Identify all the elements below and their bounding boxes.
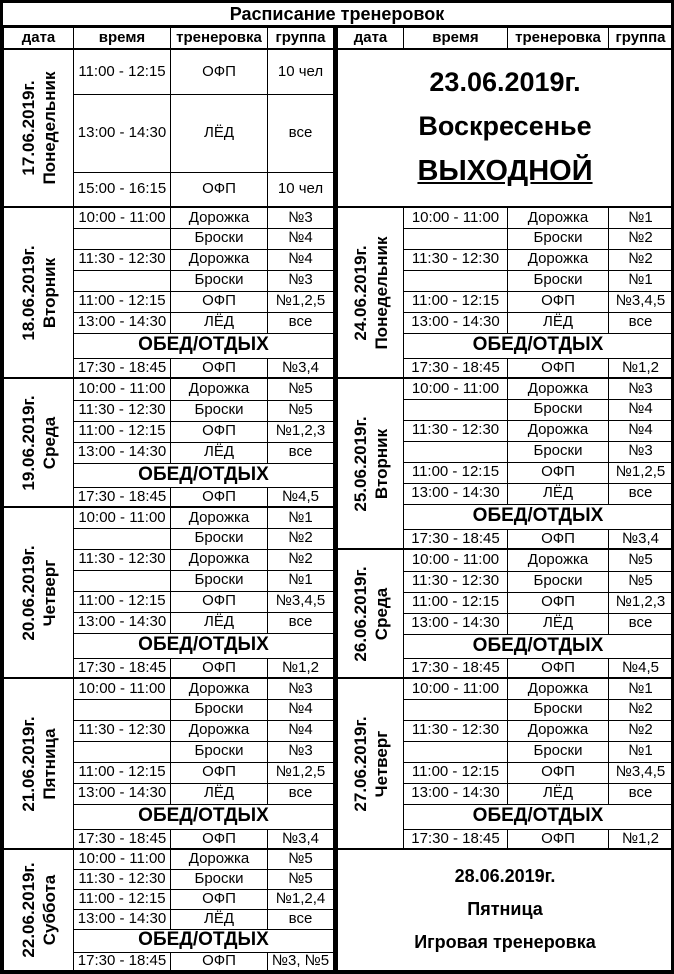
group-cell: №5 [268,869,334,889]
time-cell: 15:00 - 16:15 [74,172,171,207]
group-cell: 10 чел [268,172,334,207]
training-cell: ОФП [171,889,268,909]
training-cell: ОФП [171,172,268,207]
note-line: 28.06.2019г. [454,866,556,887]
time-cell: 17:30 - 18:45 [404,829,508,849]
time-cell: 10:00 - 11:00 [404,378,508,399]
training-cell: ЛЁД [508,783,609,804]
group-cell: все [268,442,334,463]
date-label: 21.06.2019г. [18,715,38,812]
lunch-cell: ОБЕД/ОТДЫХ [74,633,334,658]
group-cell: №3,4 [268,829,334,849]
day-label: Вторник [371,428,391,499]
training-cell: Дорожка [508,420,609,441]
schedule-row [338,378,673,399]
group-cell: №4 [609,399,673,420]
training-cell: ОФП [508,291,609,312]
time-cell [74,270,171,291]
time-cell: 11:00 - 12:15 [74,291,171,312]
group-cell: №2 [609,720,673,741]
training-cell: ЛЁД [171,612,268,633]
time-cell [74,570,171,591]
training-cell: Дорожка [508,378,609,399]
time-cell: 11:30 - 12:30 [74,720,171,741]
date-label: 25.06.2019г. [350,415,370,512]
group-cell: №1 [609,270,673,291]
training-cell: ОФП [508,358,609,378]
group-cell: №5 [268,849,334,869]
date-cell [338,207,404,378]
training-cell: Броски [508,571,609,592]
schedule-row [4,507,334,528]
date-label: 24.06.2019г. [350,244,370,341]
training-cell: ОФП [508,529,609,549]
group-cell: №3,4 [268,358,334,378]
time-cell: 11:30 - 12:30 [74,869,171,889]
schedule-row [4,378,334,400]
group-cell: все [268,909,334,929]
training-cell: Дорожка [508,549,609,571]
time-cell [404,699,508,720]
training-cell: Дорожка [508,207,609,228]
header-row [338,28,673,50]
group-cell: №4 [268,720,334,741]
time-cell: 11:30 - 12:30 [74,249,171,270]
group-cell: все [268,612,334,633]
lunch-cell: ОБЕД/ОТДЫХ [74,804,334,829]
training-cell: ОФП [171,49,268,94]
group-cell: №1 [609,207,673,228]
training-cell: Броски [171,741,268,762]
training-cell: Броски [508,741,609,762]
training-cell: ЛЁД [171,442,268,463]
group-cell: №3,4,5 [609,291,673,312]
group-cell: №2 [609,249,673,270]
col-header-group: группа [609,28,673,50]
time-cell [74,741,171,762]
group-cell: №3 [268,207,334,228]
date-day-vertical [349,416,392,511]
group-cell: №1 [268,570,334,591]
group-cell: №5 [609,571,673,592]
date-day-vertical [17,395,60,490]
date-cell [4,378,74,507]
training-cell: Броски [508,270,609,291]
time-cell: 11:30 - 12:30 [74,549,171,570]
time-cell: 11:30 - 12:30 [404,571,508,592]
schedule-tables [3,27,671,971]
training-cell: ОФП [171,487,268,507]
group-cell: все [609,312,673,333]
group-cell: №4 [268,249,334,270]
group-cell: все [609,613,673,634]
time-cell: 10:00 - 11:00 [74,507,171,528]
group-cell: №3,4,5 [268,591,334,612]
group-cell: №1,2,3 [268,421,334,442]
training-cell: Броски [171,400,268,421]
time-cell: 11:00 - 12:15 [74,591,171,612]
date-cell [4,849,74,970]
group-cell: №1,2,5 [268,291,334,312]
schedule-row [4,207,334,228]
training-cell: ЛЁД [508,613,609,634]
group-cell: №3 [609,378,673,399]
time-cell: 11:00 - 12:15 [404,592,508,613]
group-cell: №1,2,5 [268,762,334,783]
training-cell: Дорожка [171,249,268,270]
note-line: Пятница [467,898,543,919]
lunch-cell: ОБЕД/ОТДЫХ [404,333,673,358]
time-cell: 13:00 - 14:30 [74,94,171,172]
date-day-vertical [17,862,60,957]
time-cell: 10:00 - 11:00 [404,207,508,228]
time-cell: 11:00 - 12:15 [74,421,171,442]
time-cell: 10:00 - 11:00 [74,849,171,869]
time-cell: 17:30 - 18:45 [74,487,171,507]
date-day-vertical [349,566,392,661]
schedule-table-left [3,27,334,971]
time-cell [404,741,508,762]
training-cell: Броски [171,570,268,591]
header-row [4,28,334,50]
date-cell [338,549,404,678]
day-label: Среда [371,587,391,640]
schedule-table-right [337,27,673,971]
training-cell: ОФП [508,829,609,849]
group-cell: все [609,783,673,804]
training-cell: Дорожка [171,678,268,699]
schedule-row [338,678,673,699]
note-row [338,849,673,970]
date-cell [4,207,74,378]
date-label: 19.06.2019г. [18,394,38,491]
date-day-vertical [17,245,60,340]
training-cell: ОФП [171,762,268,783]
time-cell: 17:30 - 18:45 [74,952,171,970]
date-label: 18.06.2019г. [18,244,38,341]
training-cell: Дорожка [171,207,268,228]
col-header-time: время [404,28,508,50]
time-cell: 11:00 - 12:15 [74,49,171,94]
date-cell [4,49,74,207]
training-cell: Дорожка [508,249,609,270]
note-content [338,854,672,965]
time-cell: 10:00 - 11:00 [74,207,171,228]
training-cell: ОФП [171,358,268,378]
time-cell: 13:00 - 14:30 [74,442,171,463]
day-label: Вторник [39,257,59,328]
date-label: 22.06.2019г. [18,862,38,958]
lunch-cell: ОБЕД/ОТДЫХ [74,333,334,358]
training-cell: ОФП [171,291,268,312]
group-cell: №2 [268,549,334,570]
group-cell: №3,4,5 [609,762,673,783]
group-cell: №4 [268,228,334,249]
group-cell: все [609,483,673,504]
schedule-row [4,678,334,699]
time-cell: 11:00 - 12:15 [404,462,508,483]
note-line: 23.06.2019г. [429,67,581,98]
schedule-row [4,849,334,869]
time-cell: 13:00 - 14:30 [404,483,508,504]
group-cell: №1,2 [268,658,334,678]
training-cell: ЛЁД [171,783,268,804]
group-cell: №2 [609,228,673,249]
time-cell [404,270,508,291]
col-header-training: тренеровка [508,28,609,50]
date-day-vertical [349,716,392,811]
time-cell: 10:00 - 11:00 [404,678,508,699]
group-cell: №1,2,5 [609,462,673,483]
time-cell: 11:30 - 12:30 [404,420,508,441]
group-cell: №4,5 [268,487,334,507]
time-cell: 11:30 - 12:30 [74,400,171,421]
training-cell: Броски [508,228,609,249]
time-cell: 11:00 - 12:15 [404,291,508,312]
training-cell: ОФП [171,421,268,442]
group-cell: №5 [268,378,334,400]
group-cell: №4 [268,699,334,720]
time-cell: 11:00 - 12:15 [74,889,171,909]
time-cell: 10:00 - 11:00 [74,678,171,699]
lunch-cell: ОБЕД/ОТДЫХ [404,804,673,829]
group-cell: 10 чел [268,49,334,94]
time-cell: 11:00 - 12:15 [74,762,171,783]
time-cell [74,228,171,249]
note-cell [338,49,673,207]
lunch-cell: ОБЕД/ОТДЫХ [74,929,334,952]
day-label: Четверг [371,730,391,797]
date-day-vertical [17,545,60,640]
day-label: Суббота [39,874,59,945]
group-cell: №4 [609,420,673,441]
training-cell: Дорожка [171,849,268,869]
time-cell: 17:30 - 18:45 [404,529,508,549]
time-cell [404,228,508,249]
time-cell: 17:30 - 18:45 [74,658,171,678]
col-header-time: время [74,28,171,50]
day-label: Понедельник [371,235,391,350]
training-cell: Броски [508,399,609,420]
training-cell: ОФП [508,762,609,783]
training-cell: Броски [171,270,268,291]
training-cell: Дорожка [171,378,268,400]
group-cell: №3 [609,441,673,462]
lunch-cell: ОБЕД/ОТДЫХ [74,463,334,487]
day-label: Четверг [39,559,59,626]
page-title: Расписание тренеровок [3,3,671,27]
group-cell: №1,2 [609,829,673,849]
training-cell: Дорожка [171,507,268,528]
time-cell [404,399,508,420]
training-cell: ОФП [171,829,268,849]
training-cell: Дорожка [508,720,609,741]
note-row [338,49,673,207]
time-cell: 11:30 - 12:30 [404,720,508,741]
col-header-date: дата [4,28,74,50]
group-cell: все [268,783,334,804]
date-cell [338,378,404,549]
note-line: ВЫХОДНОЙ [417,154,593,187]
lunch-cell: ОБЕД/ОТДЫХ [404,504,673,529]
group-cell: №1 [609,741,673,762]
group-cell: №3 [268,678,334,699]
date-cell [4,507,74,678]
schedule-row [338,207,673,228]
time-cell: 13:00 - 14:30 [74,783,171,804]
training-cell: Броски [508,441,609,462]
day-label: Понедельник [39,71,59,185]
training-cell: ОФП [171,658,268,678]
group-cell: №3,4 [609,529,673,549]
training-cell: Броски [171,699,268,720]
group-cell: №1 [609,678,673,699]
training-cell: ЛЁД [171,909,268,929]
col-header-training: тренеровка [171,28,268,50]
group-cell: все [268,94,334,172]
date-day-vertical [17,71,60,184]
group-cell: №1,2 [609,358,673,378]
schedule-row [338,549,673,571]
training-cell: Броски [508,699,609,720]
date-label: 17.06.2019г. [18,80,38,176]
time-cell: 13:00 - 14:30 [404,613,508,634]
time-cell: 17:30 - 18:45 [404,658,508,678]
time-cell: 13:00 - 14:30 [404,783,508,804]
note-content [338,54,672,202]
training-cell: Дорожка [508,678,609,699]
col-header-date: дата [338,28,404,50]
training-cell: Дорожка [171,549,268,570]
schedule-row [4,49,334,94]
group-cell: №4,5 [609,658,673,678]
group-cell: №1,2,3 [609,592,673,613]
group-cell: №3, №5 [268,952,334,970]
group-cell: №3 [268,741,334,762]
training-cell: ОФП [508,462,609,483]
note-line: Воскресенье [418,111,592,142]
training-cell: Дорожка [171,720,268,741]
group-cell: №3 [268,270,334,291]
date-label: 27.06.2019г. [350,715,370,812]
training-cell: Броски [171,869,268,889]
group-cell: №5 [609,549,673,571]
group-cell: №1,2,4 [268,889,334,909]
date-label: 26.06.2019г. [350,565,370,662]
group-cell: №2 [609,699,673,720]
time-cell [404,441,508,462]
date-cell [4,678,74,849]
note-line: Игровая тренеровка [414,931,596,952]
note-cell [338,849,673,970]
training-cell: ОФП [171,952,268,970]
training-cell: Броски [171,528,268,549]
date-day-vertical [349,236,392,349]
group-cell: №1 [268,507,334,528]
training-cell: ОФП [508,592,609,613]
training-cell: ОФП [508,658,609,678]
time-cell: 10:00 - 11:00 [74,378,171,400]
training-cell: ЛЁД [508,312,609,333]
time-cell: 17:30 - 18:45 [74,829,171,849]
training-cell: ЛЁД [508,483,609,504]
time-cell: 13:00 - 14:30 [404,312,508,333]
group-cell: все [268,312,334,333]
group-cell: №2 [268,528,334,549]
date-label: 20.06.2019г. [18,544,38,641]
time-cell: 11:00 - 12:15 [404,762,508,783]
day-label: Среда [39,416,59,469]
training-cell: ЛЁД [171,312,268,333]
date-cell [338,678,404,849]
day-label: Пятница [39,727,59,800]
training-cell: ЛЁД [171,94,268,172]
time-cell: 13:00 - 14:30 [74,909,171,929]
time-cell: 10:00 - 11:00 [404,549,508,571]
time-cell [74,699,171,720]
time-cell: 17:30 - 18:45 [74,358,171,378]
time-cell: 11:30 - 12:30 [404,249,508,270]
date-day-vertical [17,716,60,811]
time-cell [74,528,171,549]
col-header-group: группа [268,28,334,50]
time-cell: 13:00 - 14:30 [74,312,171,333]
lunch-cell: ОБЕД/ОТДЫХ [404,634,673,658]
time-cell: 13:00 - 14:30 [74,612,171,633]
group-cell: №5 [268,400,334,421]
training-cell: Броски [171,228,268,249]
time-cell: 17:30 - 18:45 [404,358,508,378]
training-cell: ОФП [171,591,268,612]
